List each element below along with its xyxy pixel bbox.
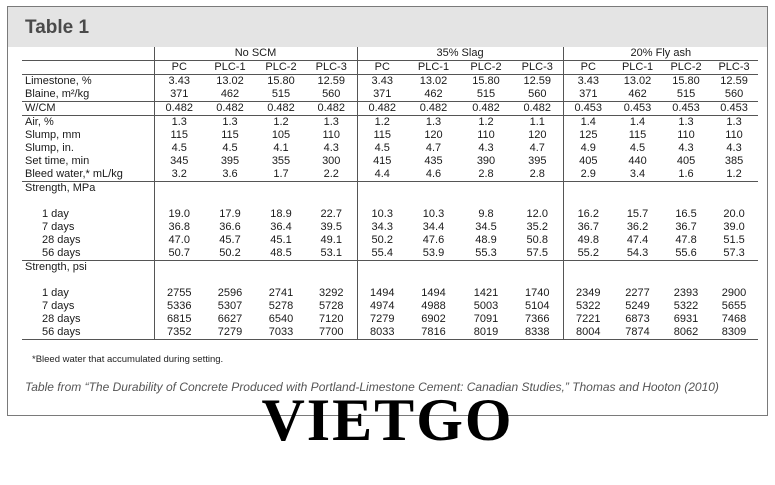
table-cell: 13.02 (613, 75, 662, 89)
table-cell: 3.6 (204, 168, 256, 182)
table-cell: 7120 (319, 313, 344, 325)
table-cell: 2741 (268, 287, 294, 299)
table-cell: 1.3 (678, 116, 694, 128)
table-cell: 36.7 (563, 221, 613, 234)
table-cell: 7874 (613, 326, 662, 340)
table-cell: 49.8 (563, 234, 613, 247)
table-cell: 4.7 (425, 142, 442, 154)
table-cell: 110 (477, 129, 495, 141)
table-cell: 405 (563, 155, 613, 168)
mix-header: PC (357, 61, 407, 75)
table-cell: 8004 (563, 326, 613, 340)
table-cell: 6627 (217, 313, 243, 325)
table-cell: 36.7 (675, 221, 697, 233)
table-cell: 39.0 (723, 221, 745, 233)
table-cell: 7468 (721, 313, 747, 325)
table-cell: 36.4 (270, 221, 292, 233)
row-label: 28 days (42, 234, 81, 246)
row-label: W/CM (22, 102, 154, 116)
table-cell: 0.482 (357, 102, 407, 116)
table-cell: 4.1 (273, 142, 289, 154)
table-cell: 415 (357, 155, 407, 168)
table-cell: 47.8 (675, 234, 697, 246)
table-cell: 6902 (421, 313, 446, 325)
table-cell: 2349 (563, 287, 613, 300)
table-row (22, 221, 758, 234)
table-cell: 115 (628, 129, 647, 141)
table-cell: 45.1 (270, 234, 292, 246)
section-row (22, 261, 758, 275)
table-cell: 5307 (217, 300, 243, 312)
table-cell: 49.1 (320, 234, 342, 246)
mix-header: PC (563, 61, 613, 75)
table-cell: 5322 (563, 300, 613, 313)
table-cell: 8309 (710, 326, 758, 340)
table-cell: 515 (476, 88, 496, 100)
row-label: 7 days (42, 300, 75, 312)
table-cell: 8033 (357, 326, 407, 340)
table-cell: 34.3 (357, 221, 407, 234)
table-cell: 47.4 (626, 234, 649, 246)
table-cell: 2755 (154, 287, 204, 300)
table-cell: 395 (220, 155, 240, 167)
table-cell: 2393 (673, 287, 699, 299)
table-cell: 18.9 (270, 208, 292, 220)
table-cell: 4.5 (629, 142, 646, 154)
table-cell: 39.5 (320, 221, 342, 233)
table-cell: 12.59 (306, 75, 357, 89)
row-label: Set time, min (25, 155, 90, 167)
group-header-row (22, 47, 758, 61)
mix-header: PLC-2 (256, 61, 306, 75)
table-cell: 15.80 (662, 75, 710, 89)
table-cell: 4.5 (357, 142, 407, 155)
table-cell: 2596 (217, 287, 243, 299)
table-cell: 0.482 (460, 102, 512, 116)
section-label: Strength, MPa (25, 182, 96, 194)
spacer-row (22, 195, 758, 208)
row-label: 28 days (42, 313, 81, 325)
table-cell: 51.5 (723, 234, 745, 246)
mix-header: PLC-1 (204, 61, 256, 75)
table-cell: 9.8 (478, 208, 494, 220)
group-header: 20% Fly ash (563, 47, 758, 61)
table-cell: 7033 (256, 326, 306, 340)
table-cell: 0.453 (662, 102, 710, 116)
table-cell: 115 (221, 129, 239, 141)
row-label: Blaine, m²/kg (25, 88, 90, 100)
table-cell: 300 (322, 155, 341, 167)
table-cell: 12.59 (512, 75, 563, 89)
table-cell: 3292 (319, 287, 344, 299)
table-cell: 12.59 (710, 75, 758, 89)
table-cell: 1.4 (629, 116, 646, 128)
row-label: 1 day (42, 287, 69, 299)
table-cell: 515 (271, 88, 291, 100)
table-cell: 48.5 (256, 247, 306, 261)
table-cell: 16.5 (675, 208, 697, 220)
mix-header-row (22, 61, 758, 75)
table-card (7, 6, 768, 416)
table-cell: 435 (424, 155, 443, 167)
table-cell: 1.2 (710, 168, 758, 182)
table-cell: 115 (357, 129, 407, 142)
spacer-row (22, 274, 758, 287)
table-cell: 1421 (473, 287, 499, 299)
table-cell: 1.3 (726, 116, 742, 128)
table-row (22, 208, 758, 221)
table-cell: 1.3 (154, 116, 204, 130)
row-label: Air, % (25, 116, 54, 128)
table-cell: 2.8 (460, 168, 512, 182)
table-cell: 6931 (673, 313, 699, 325)
table-cell: 36.8 (154, 221, 204, 234)
data-table (22, 47, 758, 340)
table-cell: 55.6 (662, 247, 710, 261)
table-cell: 1740 (525, 287, 550, 299)
table-cell: 15.80 (460, 75, 512, 89)
mix-header: PLC-2 (662, 61, 710, 75)
table-cell: 57.3 (710, 247, 758, 261)
table-cell: 1.1 (529, 116, 545, 128)
table-cell: 4.3 (478, 142, 494, 154)
table-cell: 22.7 (320, 208, 342, 220)
section-label: Strength, psi (25, 261, 87, 273)
table-row (22, 300, 758, 313)
mix-header: PLC-2 (460, 61, 512, 75)
table-cell: 5322 (673, 300, 699, 312)
table-cell: 7366 (525, 313, 550, 325)
table-cell: 2.9 (563, 168, 613, 182)
table-cell: 5278 (268, 300, 294, 312)
table-cell: 13.02 (407, 75, 460, 89)
table-cell: 7091 (473, 313, 499, 325)
table-cell: 440 (628, 155, 647, 167)
table-cell: 371 (563, 88, 613, 102)
table-cell: 2900 (721, 287, 747, 299)
row-label: 1 day (42, 208, 69, 220)
table-cell: 560 (322, 88, 341, 100)
table-cell: 1.7 (256, 168, 306, 182)
table-cell: 4.3 (323, 142, 339, 154)
table-cell: 560 (724, 88, 744, 100)
table-title: Table 1 (25, 17, 90, 38)
table-cell: 1494 (357, 287, 407, 300)
table-cell: 3.4 (613, 168, 662, 182)
table-cell: 50.2 (204, 247, 256, 261)
table-cell: 1.6 (662, 168, 710, 182)
table-cell: 3.43 (357, 75, 407, 89)
table-row (22, 287, 758, 300)
mix-header: PLC-1 (613, 61, 662, 75)
table-cell: 2.8 (512, 168, 563, 182)
table-cell: 55.2 (563, 247, 613, 261)
table-cell: 4.9 (563, 142, 613, 155)
table-cell: 390 (476, 155, 496, 167)
table-row (22, 102, 758, 116)
group-header: 35% Slag (357, 47, 563, 61)
vietgo-logo: VIETGO (261, 387, 514, 453)
table-cell: 55.3 (460, 247, 512, 261)
table-row (22, 88, 758, 102)
table-cell: 1.3 (425, 116, 442, 128)
table-cell: 0.482 (256, 102, 306, 116)
table-cell: 105 (271, 129, 291, 141)
table-cell: 4.6 (407, 168, 460, 182)
section-row (22, 182, 758, 196)
row-label: Limestone, % (22, 75, 154, 89)
table-cell: 2277 (625, 287, 650, 299)
table-cell: 4974 (357, 300, 407, 313)
footnote: *Bleed water that accumulated during setting. (32, 354, 224, 365)
mix-header: PLC-3 (710, 61, 758, 75)
table-cell: 371 (357, 88, 407, 102)
table-cell: 3.43 (154, 75, 204, 89)
mix-header: PLC-1 (407, 61, 460, 75)
table-cell: 0.482 (407, 102, 460, 116)
table-row (22, 313, 758, 326)
table-cell: 1494 (421, 287, 446, 299)
table-cell: 1.2 (478, 116, 494, 128)
table-cell: 345 (154, 155, 204, 168)
table-cell: 47.6 (422, 234, 445, 246)
table-cell: 6815 (154, 313, 204, 326)
table-cell: 7279 (204, 326, 256, 340)
table-cell: 15.7 (626, 208, 649, 220)
table-cell: 53.9 (407, 247, 460, 261)
table-cell: 8338 (512, 326, 563, 340)
table-cell: 4.5 (154, 142, 204, 155)
table-cell: 19.0 (154, 208, 204, 221)
table-cell: 53.1 (306, 247, 357, 261)
table-cell: 6540 (268, 313, 294, 325)
table-row (22, 75, 758, 89)
table-cell: 57.5 (512, 247, 563, 261)
table-cell: 5104 (525, 300, 550, 312)
table-cell: 4.3 (726, 142, 742, 154)
table-cell: 8062 (662, 326, 710, 340)
table-cell: 1.3 (323, 116, 339, 128)
table-cell: 5336 (154, 300, 204, 313)
table-cell: 355 (271, 155, 291, 167)
table-cell: 7352 (154, 326, 204, 340)
table-cell: 7221 (563, 313, 613, 326)
row-label: Slump, mm (25, 129, 81, 141)
table-cell: 120 (424, 129, 443, 141)
table-cell: 6873 (625, 313, 650, 325)
table-cell: 47.0 (154, 234, 204, 247)
table-cell: 50.7 (154, 247, 204, 261)
table-cell: 462 (220, 88, 240, 100)
table-cell: 13.02 (204, 75, 256, 89)
table-cell: 371 (154, 88, 204, 102)
table-cell: 1.2 (357, 116, 407, 130)
table-cell: 54.3 (613, 247, 662, 261)
table-cell: 385 (724, 155, 744, 167)
table-cell: 4.5 (222, 142, 238, 154)
row-label: 56 days (22, 326, 154, 340)
table-cell: 0.453 (563, 102, 613, 116)
table-cell: 0.482 (154, 102, 204, 116)
table-row (22, 155, 758, 168)
table-cell: 462 (628, 88, 647, 100)
table-cell: 45.7 (219, 234, 241, 246)
group-header: No SCM (154, 47, 357, 61)
table-cell: 7700 (306, 326, 357, 340)
table-cell: 4988 (421, 300, 446, 312)
table-cell: 120 (528, 129, 547, 141)
table-cell: 5003 (473, 300, 499, 312)
table-cell: 12.0 (526, 208, 548, 220)
corner-cell (22, 61, 154, 75)
table-cell: 15.80 (256, 75, 306, 89)
row-label: 7 days (42, 221, 75, 233)
table-cell: 4.4 (357, 168, 407, 182)
table-cell: 3.43 (563, 75, 613, 89)
table-cell: 5655 (721, 300, 747, 312)
table-cell: 2.2 (306, 168, 357, 182)
table-cell: 4.3 (678, 142, 694, 154)
table-cell: 110 (725, 129, 743, 141)
table-cell: 5249 (625, 300, 650, 312)
table-cell: 17.9 (219, 208, 241, 220)
table-cell: 0.482 (204, 102, 256, 116)
table-cell: 7279 (357, 313, 407, 326)
table-cell: 560 (528, 88, 547, 100)
table-cell: 16.2 (563, 208, 613, 221)
table-cell: 34.4 (422, 221, 445, 233)
table-cell: 515 (676, 88, 696, 100)
table-cell: 395 (528, 155, 547, 167)
table-cell: 36.6 (219, 221, 241, 233)
table-cell: 1.3 (222, 116, 238, 128)
table-cell: 8019 (460, 326, 512, 340)
table-cell: 462 (424, 88, 443, 100)
table-cell: 20.0 (723, 208, 745, 220)
table-row (22, 234, 758, 247)
table-cell: 0.453 (613, 102, 662, 116)
table-cell: 405 (676, 155, 696, 167)
table-row (22, 142, 758, 155)
table-row (22, 129, 758, 142)
table-cell: 55.4 (357, 247, 407, 261)
table-cell: 110 (322, 129, 341, 141)
table-cell: 3.2 (154, 168, 204, 182)
table-cell: 34.5 (475, 221, 497, 233)
table-cell: 0.453 (710, 102, 758, 116)
mix-header: PLC-3 (306, 61, 357, 75)
table-caption: Table from “The Durability of Concrete Produced with Portland-Limestone Cement: Canadian Studies,” Thomas and Hooton (2010) (25, 380, 719, 394)
table-cell: 5728 (319, 300, 344, 312)
table-row (22, 326, 758, 340)
table-cell: 35.2 (526, 221, 548, 233)
table-cell: 125 (563, 129, 613, 142)
table-cell: 4.7 (529, 142, 545, 154)
table-row (22, 116, 758, 130)
mix-header: PLC-3 (512, 61, 563, 75)
table-cell: 1.2 (273, 116, 289, 128)
table-cell: 10.3 (422, 208, 445, 220)
table-cell: 1.4 (563, 116, 613, 130)
table-cell: 50.2 (357, 234, 407, 247)
title-bar (8, 7, 767, 47)
table-cell: 110 (677, 129, 695, 141)
table-row (22, 168, 758, 182)
table-cell: 115 (154, 129, 204, 142)
table-cell: 50.8 (526, 234, 548, 246)
table-cell: 48.9 (475, 234, 497, 246)
table-cell: 0.482 (512, 102, 563, 116)
table-row (22, 247, 758, 261)
row-label: Bleed water,* mL/kg (22, 168, 154, 182)
table-cell: 36.2 (626, 221, 649, 233)
row-label: Slump, in. (25, 142, 74, 154)
corner-cell (22, 47, 154, 61)
table-cell: 0.482 (306, 102, 357, 116)
row-label: 56 days (22, 247, 154, 261)
table-cell: 7816 (407, 326, 460, 340)
table-cell: 10.3 (357, 208, 407, 221)
mix-header: PC (154, 61, 204, 75)
